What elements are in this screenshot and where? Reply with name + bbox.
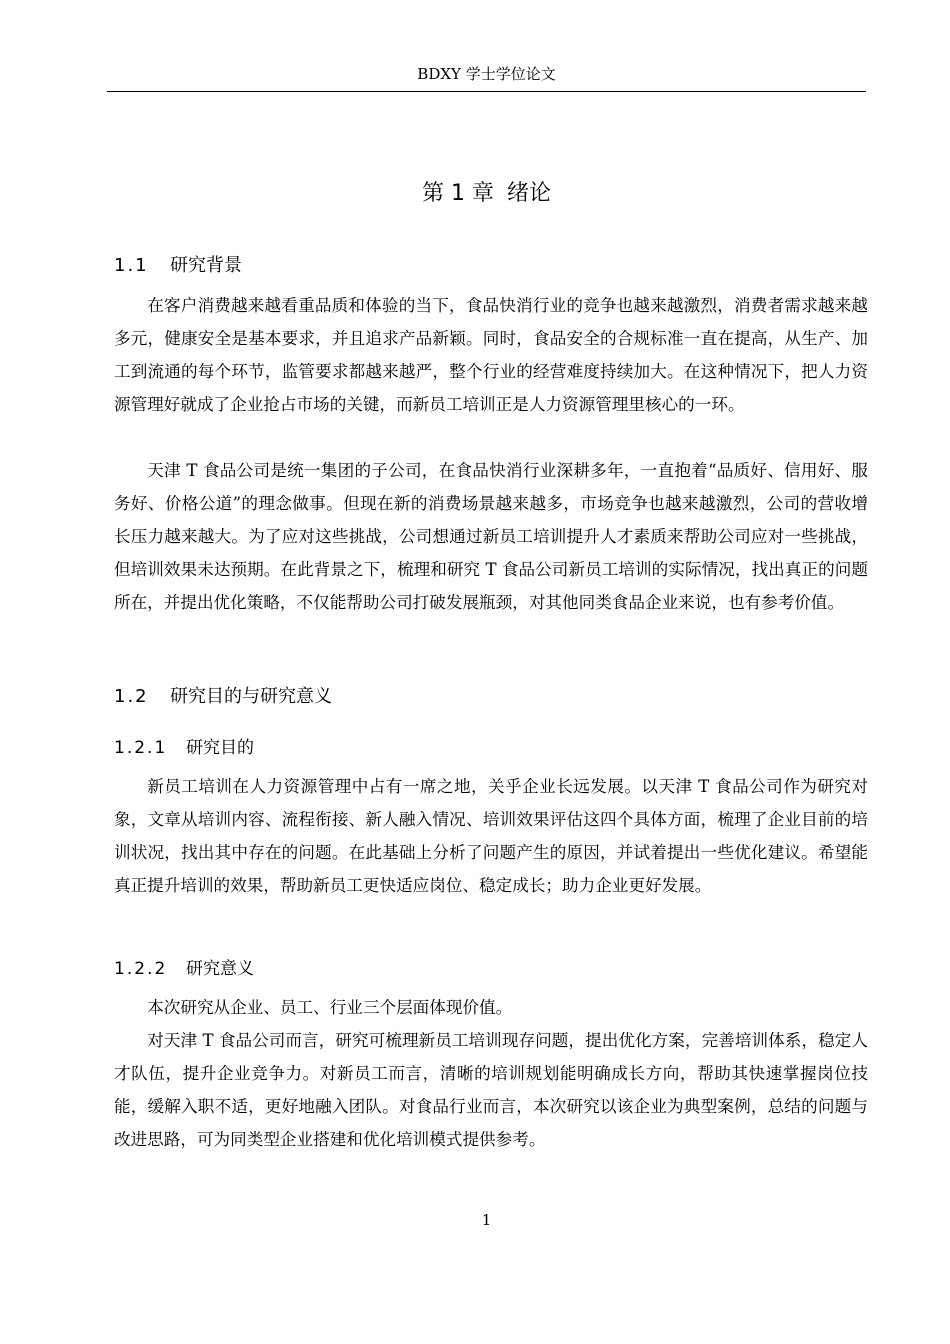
subsection-title: 研究意义 (186, 959, 254, 979)
running-header: BDXY 学士学位论文 (417, 65, 556, 83)
subsection-title: 研究目的 (186, 738, 254, 758)
section-number: 1.2 (114, 686, 149, 707)
section-title: 研究目的与研究意义 (170, 686, 332, 707)
chapter-number: 第 1 章 (422, 181, 494, 206)
chapter-title (107, 178, 866, 210)
subsection-heading-1-2-2 (114, 956, 254, 982)
section-number: 1.1 (114, 255, 149, 276)
paragraph: 新员工培训在人力资源管理中占有一席之地，关乎企业长远发展。以天津 T 食品公司作为研究对象，文章从培训内容、流程衔接、新人融入情况、培训效果评估这四个具体方面，梳理了企业目前的培训状况，找出其中存在的问题。在此基础上分析了问题产生的原因，并试着提出一些优化建议。希望能真正提升培训的效果，帮助新员工更快适应岗位、稳定成长；助力企业更好发展。 (114, 777, 868, 895)
paragraph: 天津 T 食品公司是统一集团的子公司，在食品快消行业深耕多年，一直抱着“品质好、信用好、服务好、价格公道”的理念做事。但现在新的消费场景越来越多，市场竞争也越来越激烈，公司的营收增长压力越来越大。为了应对这些挑战，公司想通过新员工培训提升人才素质来帮助公司应对一些挑战，但培训效果未达预期。在此背景之下，梳理和研究 T 食品公司新员工培训的实际情况，找出真正的问题所在，并提出优化策略，不仅能帮助公司打破发展瓶颈，对其他同类食品企业来说，也有参考价值。 (114, 461, 868, 612)
section-title: 研究背景 (170, 255, 242, 276)
chapter-name: 绪论 (506, 181, 551, 206)
subsection-number: 1.2.2 (114, 959, 168, 979)
subsection-heading-1-2-1 (114, 735, 254, 761)
paragraph: 本次研究从企业、员工、行业三个层面体现价值。 (147, 998, 513, 1017)
section-heading-1-1 (114, 253, 242, 279)
section-heading-1-2 (114, 684, 332, 710)
subsection-number: 1.2.1 (114, 738, 168, 758)
header-rule (107, 91, 866, 92)
page-number: 1 (481, 1211, 492, 1229)
paragraph: 在客户消费越来越看重品质和体验的当下，食品快消行业的竞争也越来越激烈，消费者需求越来越多元，健康安全是基本要求，并且追求产品新颖。同时，食品安全的合规标准一直在提高，从生产、加工到流通的每个环节，监管要求都越来越严，整个行业的经营难度持续加大。在这种情况下，把人力资源管理好就成了企业抢占市场的关键，而新员工培训正是人力资源管理里核心的一环。 (114, 296, 868, 414)
paragraph: 对天津 T 食品公司而言，研究可梳理新员工培训现存问题，提出优化方案，完善培训体系，稳定人才队伍，提升企业竞争力。对新员工而言，清晰的培训规划能明确成长方向，帮助其快速掌握岗位技能，缓解入职不适，更好地融入团队。对食品行业而言，本次研究以该企业为典型案例，总结的问题与改进思路，可为同类型企业搭建和优化培训模式提供参考。 (114, 1031, 868, 1149)
